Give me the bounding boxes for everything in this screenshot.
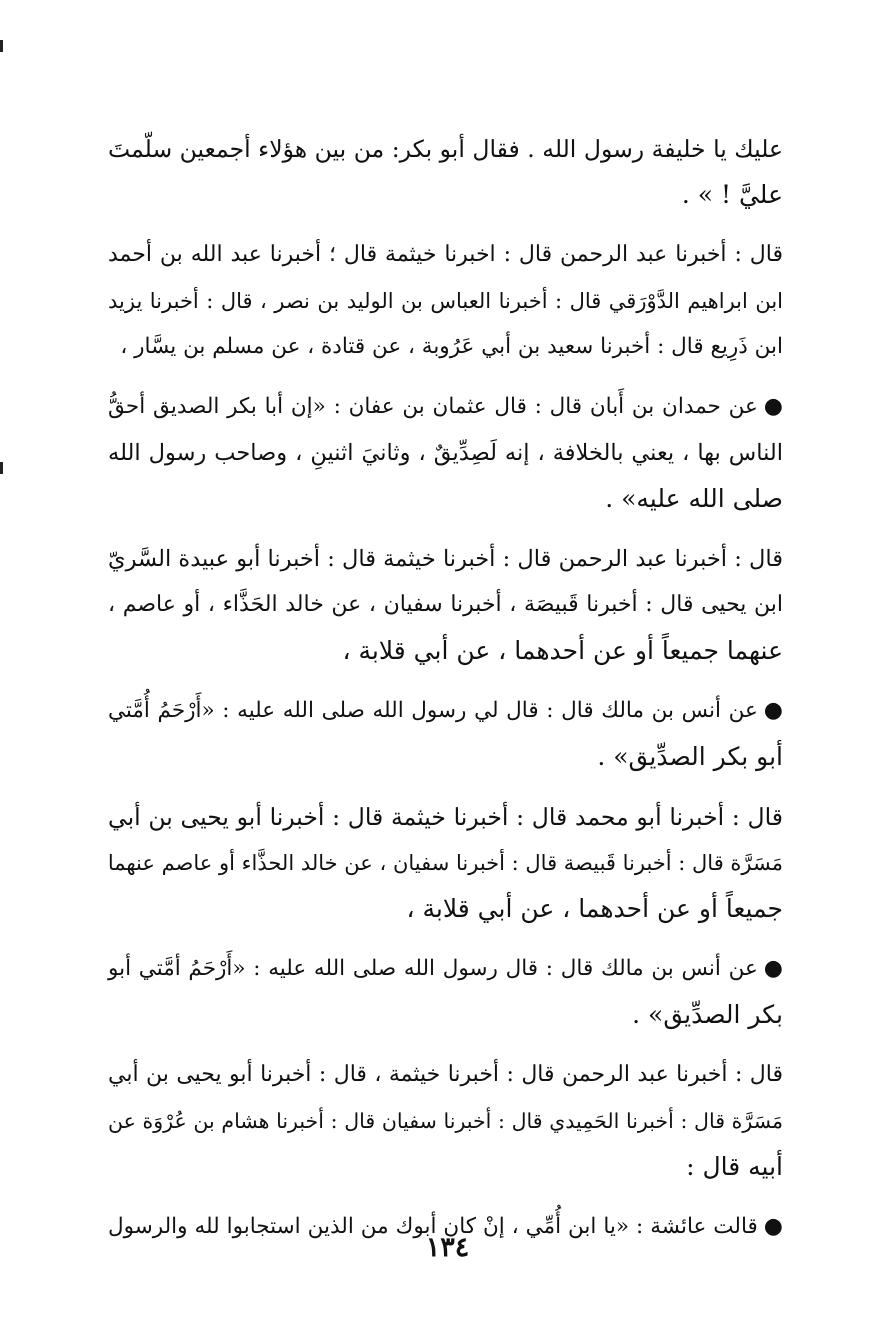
paragraph	[108, 794, 783, 932]
bullet-icon: ●	[763, 1214, 783, 1239]
text-line: جميعاً أو عن أحدهما ، عن أبي قلابة ،	[406, 894, 783, 923]
text-line: قال : أخبرنا عبد الرحمن قال : أخبرنا خيثمة قال : أخبرنا أبو عبيدة السَّريّ	[108, 546, 783, 572]
text-line: قال : أخبرنا عبد الرحمن قال : اخبرنا خيثمة قال ؛ أخبرنا عبد الله بن أحمد	[108, 242, 783, 267]
text-line	[108, 688, 783, 734]
text-line-content: قالت عائشة : «يا ابن أُمِّي ، إنْ كان أبوك من الذين استجابوا لله والرسول	[108, 1214, 758, 1239]
text-line: بكر الصدِّيق» .	[632, 1000, 783, 1029]
paragraph	[108, 1052, 783, 1190]
bullet-icon: ●	[763, 698, 783, 723]
text-line: ابن ذَرِيع قال : أخبرنا سعيد بن أبي عَرُوبة ، عن قتادة ، عن مسلم بن يسَّار ،	[120, 334, 783, 359]
text-line: ابن يحيى قال : أخبرنا قَبيصَة ، أخبرنا سفيان ، عن خالد الحَذَّاء ، أو عاصم ،	[108, 592, 783, 617]
paragraph	[108, 384, 783, 522]
text-line	[108, 384, 783, 430]
page-edge-mark-middle	[0, 462, 3, 474]
text-line	[108, 946, 783, 992]
text-line: أبو بكر الصدِّيق» .	[597, 742, 783, 771]
page-number: ١٣٤	[425, 1232, 470, 1263]
text-line: عنهما جميعاً أو عن أحدهما ، عن أبي قلابة ،	[342, 636, 783, 665]
text-line: الناس بها ، يعني بالخلافة ، إنه لَصِدِّيقٌ ، وثانيَ اثنينِ ، وصاحب رسول الله	[108, 440, 783, 466]
text-line-content: عن أنس بن مالك قال : قال رسول الله صلى الله عليه : «أَرْحَمُ أمَّتي أبو	[108, 956, 758, 981]
page-edge-mark-top	[0, 40, 3, 52]
paragraph	[108, 232, 783, 370]
text-line: قال : أخبرنا أبو محمد قال : أخبرنا خيثمة قال : أخبرنا أبو يحيى بن أبي	[108, 803, 783, 831]
text-line: أبيه قال :	[686, 1152, 783, 1181]
text-line-content: عن أنس بن مالك قال : قال لي رسول الله صلى الله عليه : «أَرْحَمُ أُمَّتي	[108, 698, 758, 723]
paragraph	[108, 536, 783, 674]
text-line: صلى الله عليه» .	[605, 484, 783, 513]
paragraph	[108, 126, 783, 218]
text-line-content: عن حمدان بن أَبان قال : قال عثمان بن عفان : «إن أبا بكر الصديق أحقُّ	[108, 394, 758, 419]
text-line: قال : أخبرنا عبد الرحمن قال : أخبرنا خيثمة ، قال : أخبرنا أبو يحيى بن أبي	[108, 1062, 783, 1087]
paragraph	[108, 946, 783, 1038]
text-line: عليَّ ! » .	[681, 180, 783, 209]
text-line: ابن ابراهيم الدَّوْرَقي قال : أخبرنا العباس بن الوليد بن نصر ، قال : أخبرنا يزيد	[108, 289, 783, 313]
paragraph	[108, 688, 783, 780]
bullet-icon: ●	[763, 956, 783, 981]
bullet-icon: ●	[763, 394, 783, 419]
body-text	[108, 126, 783, 1250]
text-line: عليك يا خليفة رسول الله . فقال أبو بكر: من بين هؤلاء أجمعين سلّمتَ	[108, 135, 783, 163]
text-line: مَسَرَّة قال : أخبرنا الحَمِيدي قال : أخبرنا سفيان قال : أخبرنا هشام بن عُرْوَة عن	[108, 1109, 783, 1133]
text-line: مَسَرَّة قال : أخبرنا قَبيصة قال : أخبرنا سفيان ، عن خالد الحذَّاء أو عاصم عنهما	[107, 851, 783, 875]
